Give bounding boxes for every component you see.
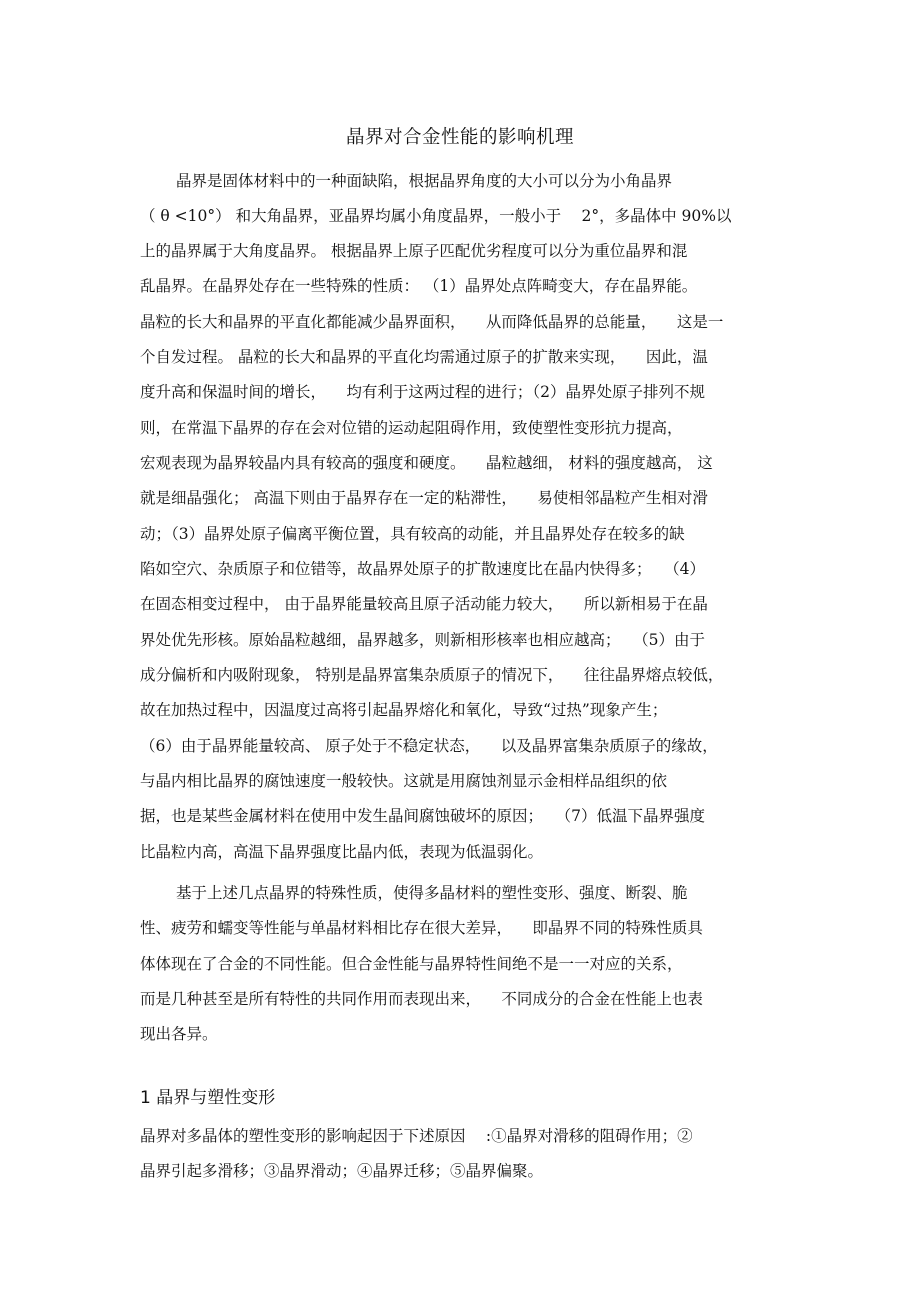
- text-line: 界处优先形核。原始晶粒越细，晶界越多，则新相形核率也相应越高； （5）由于: [140, 631, 706, 649]
- document-title: 晶界对合金性能的影响机理: [345, 127, 574, 148]
- text-line: 体体现在了合金的不同性能。但合金性能与晶界特性间绝不是一一对应的关系，: [140, 955, 683, 973]
- text-line: 晶粒的长大和晶界的平直化都能减少晶界面积， 从而降低晶界的总能量， 这是一: [140, 313, 724, 331]
- text-line: 而是几种甚至是所有特性的共同作用而表现出来， 不同成分的合金在性能上也表: [140, 990, 703, 1008]
- text-line: 陷如空穴、杂质原子和位错等，故晶界处原子的扩散速度比在晶内快得多； （4）: [140, 560, 706, 578]
- text-line: 就是细晶强化； 高温下则由于晶界存在一定的粘滞性， 易使相邻晶粒产生相对滑: [140, 489, 708, 507]
- section-heading: 1 晶界与塑性变形: [140, 1088, 276, 1108]
- text-line: 比晶粒内高，高温下晶界强度比晶内低，表现为低温弱化。: [140, 843, 544, 861]
- text-line: 晶界引起多滑移；③晶界滑动；④晶界迁移；⑤晶界偏聚。: [140, 1162, 544, 1180]
- text-line: 度升高和保温时间的增长， 均有利于这两过程的进行；（2）晶界处原子排列不规: [140, 383, 706, 401]
- text-line: 个自发过程。 晶粒的长大和晶界的平直化均需通过原子的扩散来实现， 因此，温: [140, 348, 708, 366]
- text-line: 与晶内相比晶界的腐蚀速度一般较快。这就是用腐蚀剂显示金相样品组织的依: [140, 772, 668, 790]
- text-line: 基于上述几点晶界的特殊性质，使得多晶材料的塑性变形、强度、断裂、脆: [176, 884, 688, 902]
- text-line: 则，在常温下晶界的存在会对位错的运动起阻碍作用，致使塑性变形抗力提高，: [140, 419, 683, 437]
- text-line: 在固态相变过程中， 由于晶界能量较高且原子活动能力较大， 所以新相易于在晶: [140, 595, 708, 613]
- text-line: （6）由于晶界能量较高、 原子处于不稳定状态， 以及晶界富集杂质原子的缘故，: [140, 737, 718, 755]
- text-line: 故在加热过程中，因温度过高将引起晶界熔化和氧化，导致“过热”现象产生；: [140, 701, 668, 719]
- text-line: 动；（3）晶界处原子偏离平衡位置，具有较高的动能，并且晶界处存在较多的缺: [140, 525, 685, 543]
- text-line: 上的晶界属于大角度晶界。 根据晶界上原子匹配优劣程度可以分为重位晶界和混: [140, 242, 688, 260]
- text-line: 乱晶界。在晶界处存在一些特殊的性质： （1）晶界处点阵畸变大，存在晶界能。: [140, 277, 698, 295]
- text-line: 性、疲劳和蠕变等性能与单晶材料相比存在很大差异， 即晶界不同的特殊性质具: [140, 919, 703, 937]
- text-line: 现出各异。: [140, 1025, 218, 1043]
- text-line: 据，也是某些金属材料在使用中发生晶间腐蚀破坏的原因； （7）低温下晶界强度: [140, 807, 706, 825]
- text-line: 晶界是固体材料中的一种面缺陷，根据晶界角度的大小可以分为小角晶界: [176, 172, 673, 190]
- text-line: （ θ <10°） 和大角晶界，亚晶界均属小角度晶界，一般小于 2°，多晶体中 90%以: [140, 207, 732, 225]
- text-line: 宏观表现为晶界较晶内具有较高的强度和硬度。 晶粒越细， 材料的强度越高， 这: [140, 454, 713, 472]
- text-line: 成分偏析和内吸附现象， 特别是晶界富集杂质原子的情况下， 往往晶界熔点较低，: [140, 666, 724, 684]
- text-line: 晶界对多晶体的塑性变形的影响起因于下述原因 :①晶界对滑移的阻碍作用；②: [140, 1127, 693, 1145]
